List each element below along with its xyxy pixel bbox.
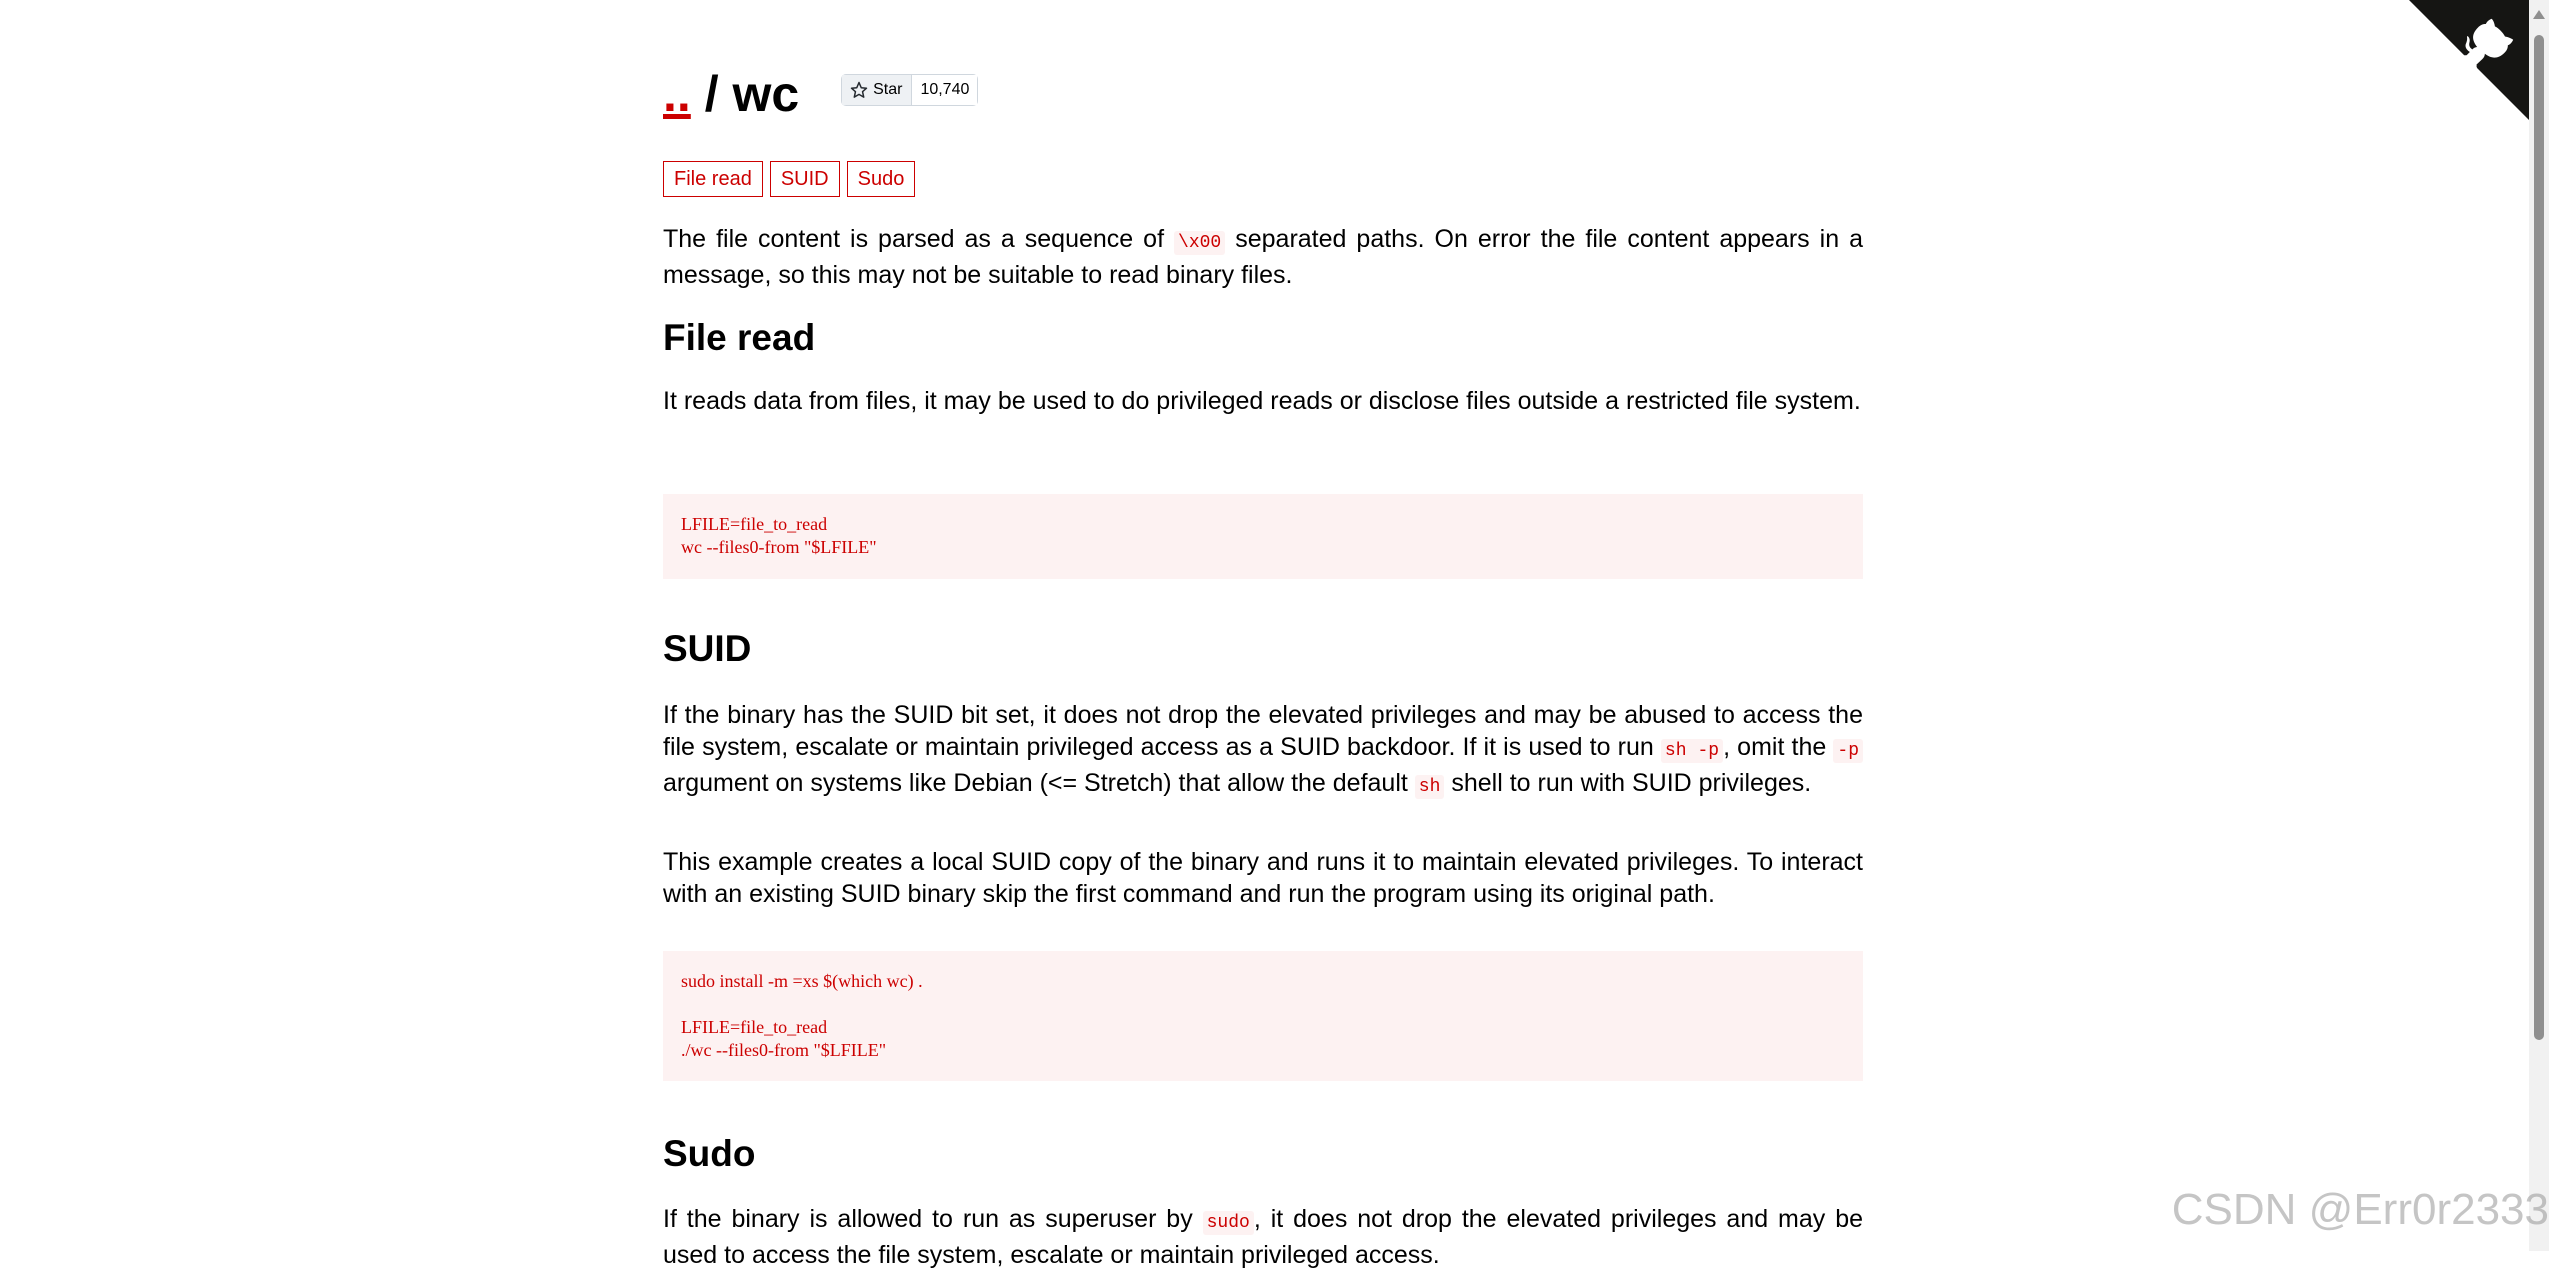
file-read-text: It reads data from files, it may be used to do privileged reads or disclose files outside a restricted file system. — [663, 387, 1861, 415]
inline-code: -p — [1833, 739, 1863, 763]
vertical-scrollbar[interactable] — [2529, 0, 2549, 1251]
tag-suid[interactable]: SUID — [770, 161, 840, 197]
heading-sudo: Sudo — [663, 1133, 756, 1174]
text: argument on systems like Debian (<= Stretch) that allow the default — [663, 769, 1415, 797]
github-star-button[interactable] — [841, 74, 978, 106]
title-separator: / — [690, 66, 733, 122]
star-count[interactable]: 10,740 — [912, 75, 977, 105]
file-read-code[interactable]: LFILE=file_to_read wc --files0-from "$LFILE" — [663, 494, 1863, 579]
star-icon — [850, 81, 868, 99]
inline-code: sh -p — [1661, 739, 1723, 763]
function-tags — [663, 161, 1863, 197]
parent-link[interactable]: .. — [663, 66, 691, 122]
binary-name: wc — [732, 66, 800, 122]
suid-text — [663, 699, 1863, 803]
page-title — [663, 62, 1863, 126]
text: , omit the — [1723, 733, 1834, 761]
heading-file-read: File read — [663, 317, 816, 358]
text: separated paths. On error the file content appears in a message, so this may not be suitable to read binary files. — [663, 225, 1863, 289]
text: The file content is parsed as a sequence of — [663, 225, 1175, 253]
suid-code[interactable]: sudo install -m =xs $(which wc) . LFILE=file_to_read ./wc --files0-from "$LFILE" — [663, 951, 1863, 1081]
tag-file-read[interactable]: File read — [663, 161, 763, 197]
inline-code: sudo — [1203, 1211, 1254, 1235]
scrollbar-thumb[interactable] — [2534, 35, 2544, 1040]
heading-suid: SUID — [663, 628, 752, 669]
star-label: Star — [873, 80, 903, 98]
github-octocat-icon[interactable] — [2409, 0, 2529, 120]
sudo-text — [663, 1203, 1863, 1271]
inline-code: sh — [1415, 775, 1445, 799]
intro-text — [663, 223, 1863, 291]
text: , it does not drop the elevated privileges and may be used to access the file system, escalate or maintain privileged access. — [663, 1205, 1863, 1269]
text: If the binary has the SUID bit set, it does not drop the elevated privileges and may be abused to access the file system, escalate or maintain privileged access as a SUID backdoor. If it is used to run — [663, 701, 1863, 761]
watermark: CSDN @Err0r2333 — [2171, 1185, 2549, 1234]
text: If the binary is allowed to run as superuser by — [663, 1205, 1203, 1233]
tag-sudo[interactable]: Sudo — [847, 161, 916, 197]
suid-text-2: This example creates a local SUID copy of the binary and runs it to maintain elevated privileges. To interact with an existing SUID binary skip the first command and run the program using its original path. — [663, 848, 1863, 908]
inline-code: \x00 — [1174, 231, 1225, 255]
scroll-up-arrow-icon[interactable] — [2533, 10, 2545, 19]
text: shell to run with SUID privileges. — [1444, 769, 1812, 797]
